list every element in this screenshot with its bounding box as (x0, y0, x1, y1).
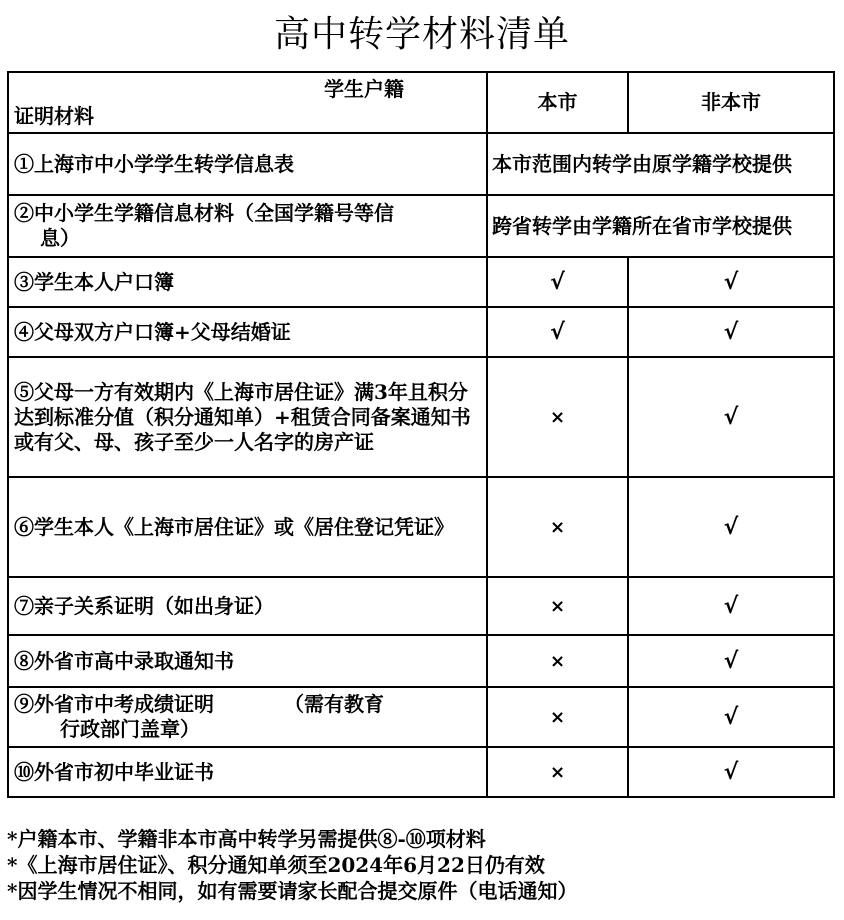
material-cell: ⑥学生本人《上海市居住证》或《居住登记凭证》 (8, 477, 487, 577)
material-cell: ④父母双方户口簿+父母结婚证 (8, 307, 487, 357)
material-cell (8, 195, 487, 257)
local-mark: × (487, 577, 628, 635)
table-row (8, 195, 834, 257)
nonlocal-mark: √ (628, 357, 834, 477)
material-cell: ⑧外省市高中录取通知书 (8, 635, 487, 687)
materials-table (7, 71, 835, 798)
nonlocal-mark: √ (628, 687, 834, 747)
footnote: *《上海市居住证》、积分通知单须至2024年6月22日仍有效 (7, 853, 545, 877)
local-mark: × (487, 357, 628, 477)
local-mark: √ (487, 257, 628, 307)
note-cell: 本市范围内转学由原学籍学校提供 (487, 133, 834, 195)
nonlocal-mark: √ (628, 477, 834, 577)
material-cell: ⑤父母一方有效期内《上海市居住证》满3年且积分达到标准分值（积分通知单）+租赁合同备案通知书或有父、母、孩子至少一人名字的房产证 (8, 357, 487, 477)
nonlocal-mark: √ (628, 577, 834, 635)
table-row (8, 577, 834, 635)
header-nonlocal: 非本市 (628, 72, 834, 133)
header-household-label: 学生户籍 (324, 77, 404, 101)
material-cell: ⑦亲子关系证明（如出身证） (8, 577, 487, 635)
local-mark: √ (487, 307, 628, 357)
header-materials-label: 证明材料 (14, 104, 94, 128)
local-mark: × (487, 635, 628, 687)
table-row (8, 133, 834, 195)
footnotes (7, 826, 837, 904)
table-header-row (8, 72, 834, 133)
material-line: 息） (40, 226, 80, 250)
local-mark: × (487, 687, 628, 747)
nonlocal-mark: √ (628, 257, 834, 307)
page-title: 高中转学材料清单 (273, 14, 570, 55)
nonlocal-mark: √ (628, 747, 834, 797)
material-cell: ⑩外省市初中毕业证书 (8, 747, 487, 797)
header-corner-cell (8, 72, 487, 133)
material-line: ⑨外省市中考成绩证明 （需有教育 (14, 692, 384, 716)
material-cell (8, 687, 487, 747)
table-row (8, 747, 834, 797)
nonlocal-mark: √ (628, 307, 834, 357)
table-row (8, 635, 834, 687)
material-line: ②中小学生学籍信息材料（全国学籍号等信 (14, 201, 394, 225)
table-row (8, 307, 834, 357)
header-local: 本市 (487, 72, 628, 133)
local-mark: × (487, 477, 628, 577)
table-row (8, 687, 834, 747)
material-cell: ③学生本人户口簿 (8, 257, 487, 307)
nonlocal-mark: √ (628, 635, 834, 687)
note-cell: 跨省转学由学籍所在省市学校提供 (487, 195, 834, 257)
local-mark: × (487, 747, 628, 797)
footnote: *户籍本市、学籍非本市高中转学另需提供⑧-⑩项材料 (7, 827, 486, 851)
table-row (8, 357, 834, 477)
table-row (8, 257, 834, 307)
material-line: 行政部门盖章） (60, 717, 200, 741)
footnote: *因学生情况不相同，如有需要请家长配合提交原件（电话通知） (7, 879, 578, 903)
table-row (8, 477, 834, 577)
material-cell: ①上海市中小学学生转学信息表 (8, 133, 487, 195)
